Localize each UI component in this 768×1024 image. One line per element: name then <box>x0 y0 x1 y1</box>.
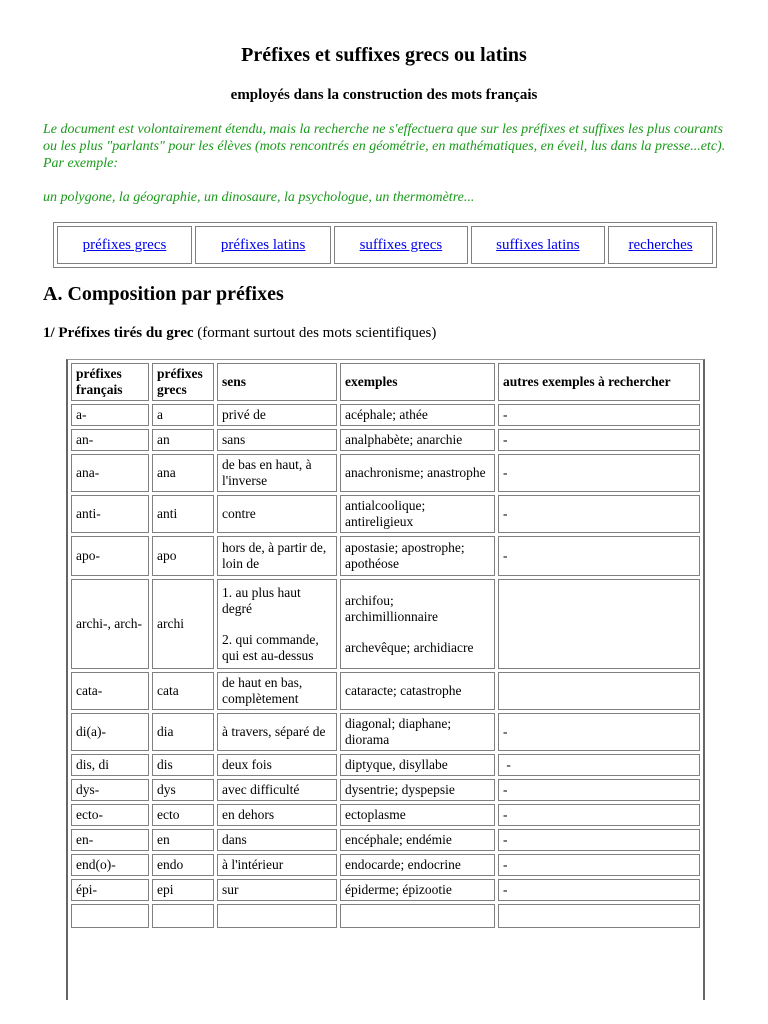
cell-sens <box>217 713 337 751</box>
nav-cell-prefixes-latins <box>195 226 331 264</box>
table-row <box>71 879 700 901</box>
cell-prefixe-francais: apo- <box>71 536 149 576</box>
subsection-rest: (formant surtout des mots scientifiques) <box>193 325 437 341</box>
page-title: Préfixes et suffixes grecs ou latins <box>241 44 527 66</box>
cell-prefixe-francais: an- <box>71 429 149 451</box>
cell-exemples <box>340 879 495 901</box>
sens-text: deux fois <box>222 757 272 772</box>
intro-example: un polygone, la géographie, un dinosaure, la psychologue, un thermomètre... <box>43 190 475 205</box>
table-row <box>71 672 700 710</box>
nav-link-suffixes-latins[interactable]: suffixes latins <box>496 236 580 253</box>
header-sens: sens <box>217 363 337 401</box>
exemple-text: cataracte; catastrophe <box>345 683 462 698</box>
cell-sens <box>217 779 337 801</box>
cell-exemples <box>340 713 495 751</box>
table-row <box>71 536 700 576</box>
cell-prefixe-grec: dis <box>152 754 214 776</box>
table-row <box>71 754 700 776</box>
cell-prefixe-grec: a <box>152 404 214 426</box>
cell-sens <box>217 672 337 710</box>
cell-sens <box>217 754 337 776</box>
page-subtitle: employés dans la construction des mots français <box>230 87 538 103</box>
cell-autres-exemples: - <box>498 854 700 876</box>
nav-cell-prefixes-grecs <box>57 226 192 264</box>
cell-prefixe-grec: epi <box>152 879 214 901</box>
exemple-text: acéphale; athée <box>345 407 428 422</box>
cell-autres-exemples <box>498 579 700 669</box>
cell-sens <box>217 429 337 451</box>
cell-autres-exemples: - <box>498 804 700 826</box>
cell-prefixe-grec: en <box>152 829 214 851</box>
cell-exemples <box>340 829 495 851</box>
sens-text: 2. qui commande, qui est au-dessus <box>222 631 319 663</box>
table-row <box>71 829 700 851</box>
nav-box <box>53 222 717 268</box>
exemple-text: analphabète; anarchie <box>345 432 463 447</box>
cell-prefixe-grec: dys <box>152 779 214 801</box>
cell-prefixe-francais: end(o)- <box>71 854 149 876</box>
section-heading: A. Composition par préfixes <box>43 283 284 305</box>
sens-text: de bas en haut, à l'inverse <box>222 457 312 488</box>
cell-exemples <box>340 454 495 492</box>
prefix-table <box>68 360 703 931</box>
cell-autres-exemples: - <box>498 404 700 426</box>
cell-autres-exemples <box>498 672 700 710</box>
exemple-text: archevêque; archidiacre <box>345 639 474 655</box>
cell-autres-exemples: - <box>498 829 700 851</box>
cell-exemples <box>340 804 495 826</box>
cell-exemples <box>340 495 495 533</box>
sens-text: 1. au plus haut degré <box>222 584 301 616</box>
exemple-text: antialcoolique; antireligieux <box>345 498 426 529</box>
cell-prefixe-francais: dys- <box>71 779 149 801</box>
cell-prefixe-grec <box>152 904 214 928</box>
cell-prefixe-grec: an <box>152 429 214 451</box>
sens-text: sans <box>222 432 246 447</box>
cell-prefixe-francais: ecto- <box>71 804 149 826</box>
cell-prefixe-francais: archi-, arch- <box>71 579 149 669</box>
sens-text: dans <box>222 832 247 847</box>
table-row <box>71 779 700 801</box>
header-autres-exemples: autres exemples à rechercher <box>498 363 700 401</box>
nav-link-suffixes-grecs[interactable]: suffixes grecs <box>359 236 443 253</box>
cell-exemples <box>340 754 495 776</box>
table-row <box>71 713 700 751</box>
cell-sens <box>217 404 337 426</box>
subsection-heading <box>43 325 436 342</box>
cell-prefixe-francais: di(a)- <box>71 713 149 751</box>
cell-sens <box>217 804 337 826</box>
exemple-text: diagonal; diaphane; diorama <box>345 716 452 747</box>
cell-sens <box>217 829 337 851</box>
cell-exemples <box>340 429 495 451</box>
sens-text: privé de <box>222 407 266 422</box>
cell-prefixe-grec: endo <box>152 854 214 876</box>
exemple-text: épiderme; épizootie <box>345 882 452 897</box>
sens-text: contre <box>222 506 256 521</box>
table-row <box>71 579 700 669</box>
table-row <box>71 904 700 928</box>
cell-prefixe-francais: a- <box>71 404 149 426</box>
cell-sens <box>217 495 337 533</box>
nav-link-prefixes-latins[interactable]: préfixes latins <box>220 236 306 253</box>
cell-autres-exemples: - <box>498 495 700 533</box>
cell-autres-exemples: - <box>498 536 700 576</box>
cell-prefixe-grec: ecto <box>152 804 214 826</box>
cell-autres-exemples: - <box>498 713 700 751</box>
header-prefixes-francais: préfixes français <box>71 363 149 401</box>
sens-text: à l'intérieur <box>222 857 284 872</box>
cell-sens <box>217 454 337 492</box>
cell-autres-exemples: - <box>498 879 700 901</box>
header-exemples: exemples <box>340 363 495 401</box>
cell-prefixe-francais: dis, di <box>71 754 149 776</box>
cell-exemples <box>340 672 495 710</box>
header-prefixes-grecs: préfixes grecs <box>152 363 214 401</box>
subsection-bold: 1/ Préfixes tirés du grec <box>43 325 194 341</box>
exemple-text: anachronisme; anastrophe <box>345 465 486 480</box>
sens-text: de haut en bas, complètement <box>222 675 303 706</box>
nav-cell-suffixes-latins <box>471 226 606 264</box>
exemple-text: apostasie; apostrophe; apothéose <box>345 540 465 571</box>
cell-autres-exemples: - <box>498 754 700 776</box>
cell-prefixe-grec: ana <box>152 454 214 492</box>
nav-cell-suffixes-grecs <box>334 226 467 264</box>
exemple-text: endocarde; endocrine <box>345 857 461 872</box>
cell-autres-exemples <box>498 904 700 928</box>
cell-prefixe-grec: archi <box>152 579 214 669</box>
exemple-text: archifou; archimillionnaire <box>345 592 438 624</box>
nav-link-prefixes-grecs[interactable]: préfixes grecs <box>82 236 167 253</box>
cell-autres-exemples: - <box>498 454 700 492</box>
exemple-text: encéphale; endémie <box>345 832 452 847</box>
cell-prefixe-grec: anti <box>152 495 214 533</box>
sens-text: à travers, séparé de <box>222 724 326 739</box>
sens-text: en dehors <box>222 807 275 822</box>
intro-block <box>43 121 733 206</box>
table-row <box>71 495 700 533</box>
table-row <box>71 804 700 826</box>
cell-prefixe-francais: épi- <box>71 879 149 901</box>
table-header-row <box>71 363 700 401</box>
cell-exemples <box>340 904 495 928</box>
cell-sens <box>217 879 337 901</box>
cell-prefixe-francais: ana- <box>71 454 149 492</box>
cell-sens <box>217 854 337 876</box>
table-row <box>71 854 700 876</box>
cell-exemples <box>340 404 495 426</box>
cell-sens <box>217 579 337 669</box>
cell-sens <box>217 904 337 928</box>
exemple-text: diptyque, disyllabe <box>345 757 448 772</box>
prefix-table-frame <box>66 359 705 1000</box>
cell-prefixe-francais: cata- <box>71 672 149 710</box>
cell-autres-exemples: - <box>498 429 700 451</box>
cell-autres-exemples: - <box>498 779 700 801</box>
exemple-text: ectoplasme <box>345 807 406 822</box>
cell-exemples <box>340 579 495 669</box>
cell-prefixe-francais: anti- <box>71 495 149 533</box>
cell-prefixe-francais <box>71 904 149 928</box>
cell-exemples <box>340 536 495 576</box>
cell-exemples <box>340 854 495 876</box>
cell-prefixe-grec: dia <box>152 713 214 751</box>
sens-text: avec difficulté <box>222 782 300 797</box>
cell-exemples <box>340 779 495 801</box>
cell-prefixe-francais: en- <box>71 829 149 851</box>
cell-sens <box>217 536 337 576</box>
sens-text: sur <box>222 882 239 897</box>
table-body <box>71 404 700 928</box>
nav-cell-recherches <box>608 226 713 264</box>
table-row <box>71 429 700 451</box>
cell-prefixe-grec: apo <box>152 536 214 576</box>
intro-text: Le document est volontairement étendu, mais la recherche ne s'effectuera que sur les préfixes et suffixes les plus courants ou les plus "parlants" pour les élèves (mots rencontrés en géométrie, en mathématiques, en éveil, lus dans la presse...etc). Par exemple: <box>43 122 726 171</box>
sens-text: hors de, à partir de, loin de <box>222 540 327 571</box>
table-row <box>71 454 700 492</box>
exemple-text: dysentrie; dyspepsie <box>345 782 455 797</box>
cell-prefixe-grec: cata <box>152 672 214 710</box>
nav-link-recherches[interactable]: recherches <box>628 236 693 253</box>
table-row <box>71 404 700 426</box>
